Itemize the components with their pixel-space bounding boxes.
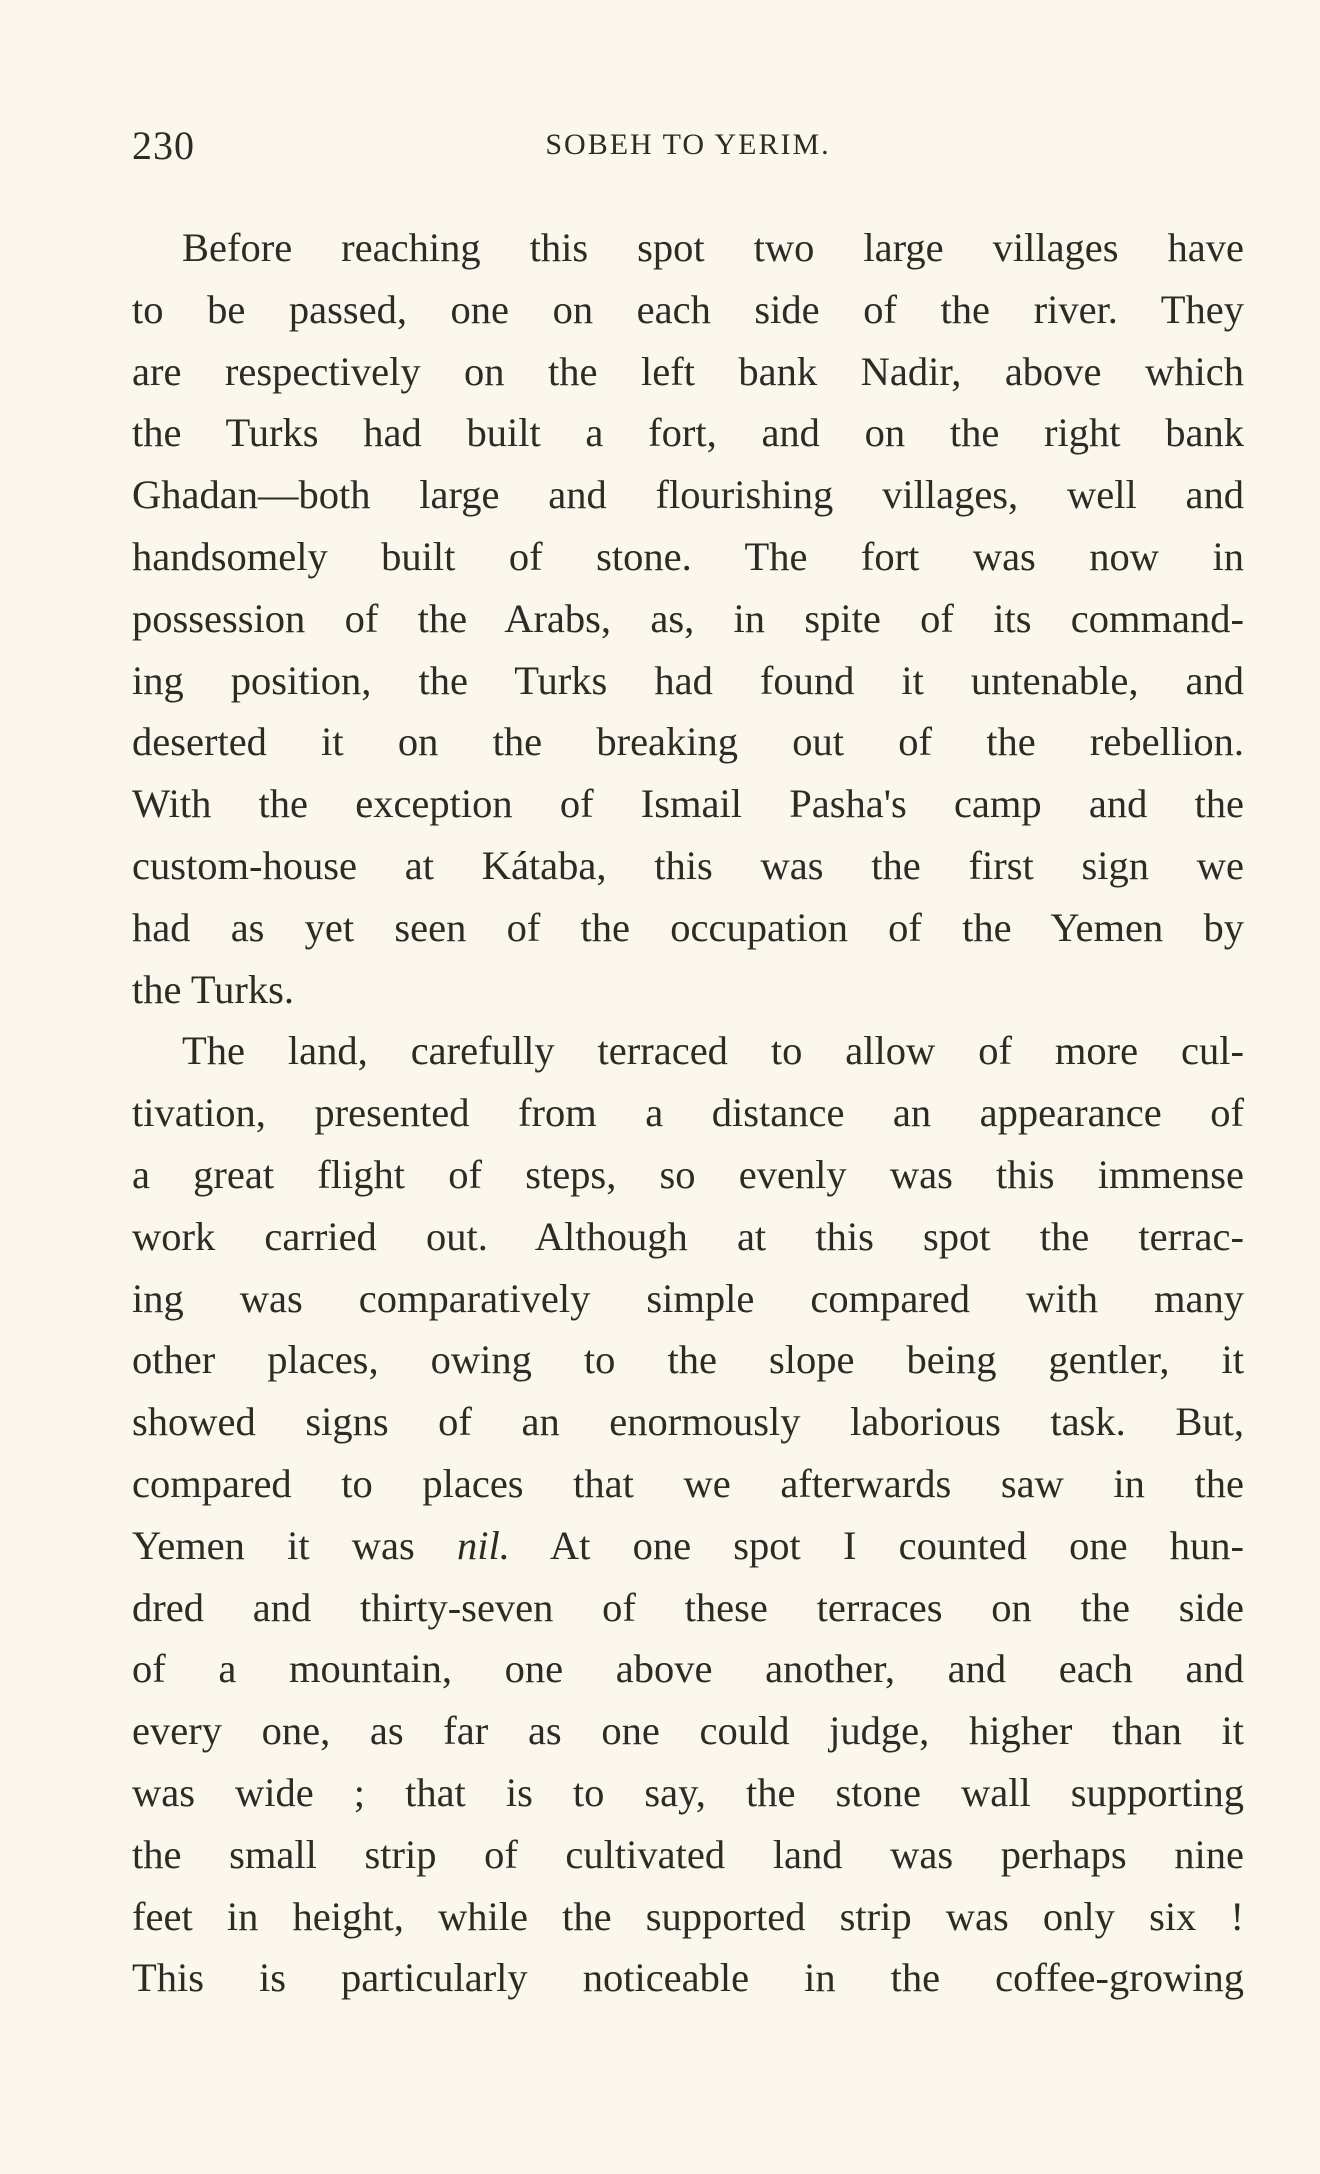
body-text (132, 217, 1244, 2009)
text-line: Before reaching this spot two large villages have (182, 225, 1244, 270)
text-line: had as yet seen of the occupation of the Yemen by (132, 904, 1244, 950)
text-line: a great flight of steps, so evenly was this immense (132, 1151, 1244, 1197)
text-line: compared to places that we afterwards saw in the (132, 1460, 1244, 1506)
text-line: Ghadan—both large and flourishing villages, well and (132, 472, 1244, 518)
text-line: The land, carefully terraced to allow of more cul- (182, 1028, 1244, 1074)
text-line: are respectively on the left bank Nadir, above which (132, 348, 1244, 394)
text-line: every one, as far as one could judge, higher than it (132, 1708, 1244, 1754)
text-line: other places, owing to the slope being gentler, it (132, 1337, 1244, 1383)
text-line: showed signs of an enormously laborious task. But, (132, 1399, 1244, 1445)
text-line: deserted it on the breaking out of the rebellion. (132, 719, 1244, 765)
running-head (132, 122, 1244, 178)
text-line: the Turks. (132, 966, 295, 1012)
text-line: possession of the Arabs, as, in spite of its command- (132, 595, 1244, 641)
text-line: the Turks had built a fort, and on the right bank (132, 410, 1244, 456)
page-number: 230 (132, 123, 195, 168)
text-segment: At one spot I counted one hun- (509, 1522, 1244, 1568)
text-line: dred and thirty-seven of these terraces on the side (132, 1584, 1244, 1630)
running-title: SOBEH TO YERIM. (545, 128, 831, 161)
text-line: was wide ; that is to say, the stone wall supporting (132, 1769, 1244, 1815)
text-line: handsomely built of stone. The fort was now in (132, 533, 1244, 579)
italic-word: nil. (457, 1522, 510, 1568)
text-line: ing position, the Turks had found it untenable, and (132, 657, 1244, 703)
text-line: With the exception of Ismail Pasha's camp and the (132, 781, 1244, 827)
text-line: work carried out. Although at this spot the terrac- (132, 1213, 1244, 1259)
text-line: feet in height, while the supported strip was only six ! (132, 1893, 1244, 1939)
text-line: the small strip of cultivated land was perhaps nine (132, 1831, 1244, 1877)
text-line: to be passed, one on each side of the river. They (132, 286, 1244, 332)
text-line: tivation, presented from a distance an appearance of (132, 1090, 1244, 1136)
text-line: ing was comparatively simple compared with many (132, 1275, 1244, 1321)
text-line: custom-house at Kátaba, this was the first sign we (132, 842, 1244, 888)
text-line: of a mountain, one above another, and each and (132, 1646, 1244, 1692)
text-line: This is particularly noticeable in the coffee-growing (132, 1955, 1244, 2001)
text-line-with-italic (132, 1515, 1244, 1577)
text-segment: Yemen it was (132, 1522, 458, 1568)
